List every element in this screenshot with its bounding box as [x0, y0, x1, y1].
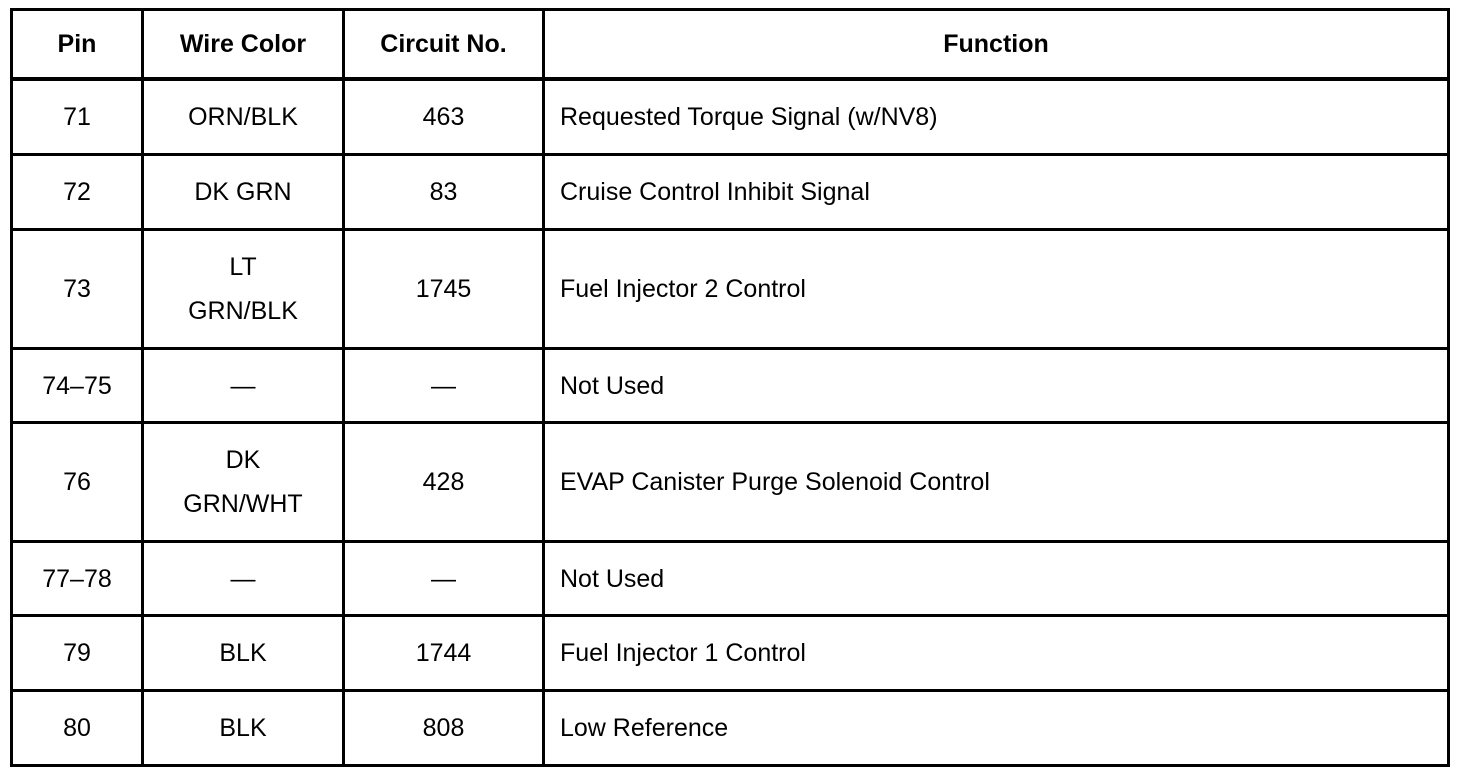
table-header: [12, 10, 1449, 80]
circuit-cell: 463: [344, 79, 544, 155]
header-wire-color: Wire Color: [143, 10, 344, 80]
pin-cell: 74–75: [12, 349, 143, 423]
table-row: [12, 691, 1449, 766]
wire-color-cell: [143, 691, 344, 766]
pin-cell: 72: [12, 155, 143, 230]
circuit-cell: 808: [344, 691, 544, 766]
wire-color-cell: [143, 230, 344, 349]
wire-color-text: GRN/WHT: [183, 490, 303, 518]
table-row: [12, 423, 1449, 542]
circuit-cell: 1744: [344, 616, 544, 691]
header-circuit-no: Circuit No.: [344, 10, 544, 80]
pin-cell: 76: [12, 423, 143, 542]
function-cell: Fuel Injector 2 Control: [544, 230, 1449, 349]
function-cell: EVAP Canister Purge Solenoid Control: [544, 423, 1449, 542]
function-cell: Fuel Injector 1 Control: [544, 616, 1449, 691]
wire-color-cell: [143, 155, 344, 230]
wire-color-cell: [143, 542, 344, 616]
table-row: [12, 155, 1449, 230]
table-row: [12, 79, 1449, 155]
wire-color-text: GRN/BLK: [188, 297, 298, 325]
circuit-cell: 1745: [344, 230, 544, 349]
wire-color-text: LT: [229, 253, 257, 281]
header-function: Function: [544, 10, 1449, 80]
wire-color-text: BLK: [219, 639, 267, 667]
pin-cell: 71: [12, 79, 143, 155]
wire-color-text: ORN/BLK: [188, 103, 298, 131]
pin-cell: 73: [12, 230, 143, 349]
wire-color-text: —: [230, 371, 256, 400]
circuit-cell: —: [344, 542, 544, 616]
pinout-table: [10, 8, 1450, 767]
circuit-cell: —: [344, 349, 544, 423]
circuit-cell: 428: [344, 423, 544, 542]
wire-color-cell: [143, 616, 344, 691]
header-pin: Pin: [12, 10, 143, 80]
wire-color-cell: [143, 423, 344, 542]
function-cell: Requested Torque Signal (w/NV8): [544, 79, 1449, 155]
function-cell: Not Used: [544, 349, 1449, 423]
table-row: [12, 349, 1449, 423]
pin-cell: 79: [12, 616, 143, 691]
function-cell: Not Used: [544, 542, 1449, 616]
pin-cell: 77–78: [12, 542, 143, 616]
pin-cell: 80: [12, 691, 143, 766]
wire-color-cell: [143, 79, 344, 155]
table-row: [12, 230, 1449, 349]
wire-color-cell: [143, 349, 344, 423]
circuit-cell: 83: [344, 155, 544, 230]
function-cell: Low Reference: [544, 691, 1449, 766]
wire-color-text: DK: [225, 446, 261, 474]
table-row: [12, 616, 1449, 691]
wire-color-text: BLK: [219, 714, 267, 742]
wire-color-text: —: [230, 564, 256, 593]
table-row: [12, 542, 1449, 616]
function-cell: Cruise Control Inhibit Signal: [544, 155, 1449, 230]
wire-color-text: DK GRN: [194, 178, 292, 206]
